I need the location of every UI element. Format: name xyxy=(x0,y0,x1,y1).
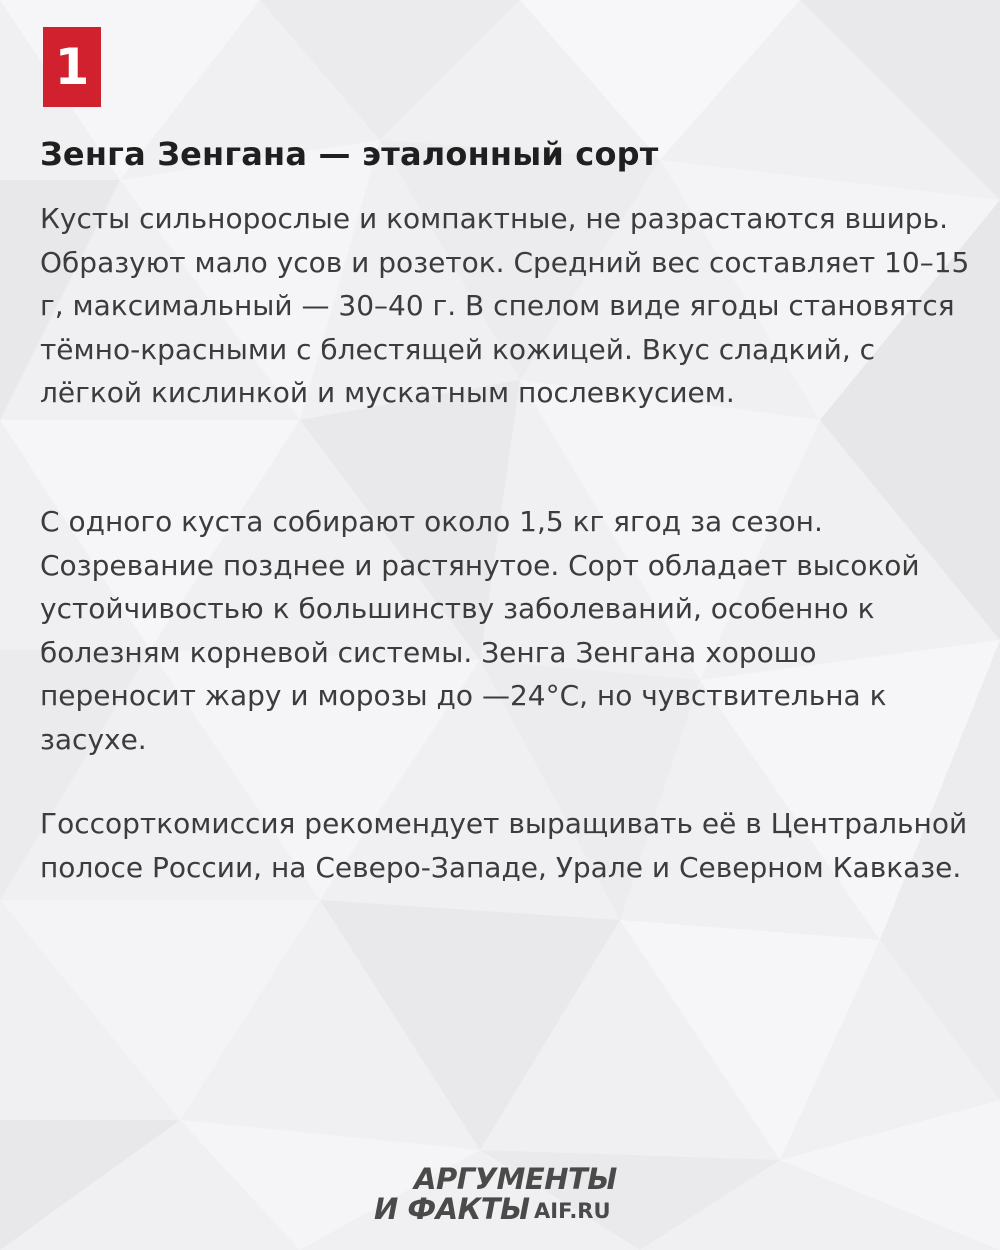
aif-logo xyxy=(374,1162,634,1232)
logo-url: AIF.RU xyxy=(534,1199,611,1223)
number-badge: 1 xyxy=(43,27,101,107)
paragraph-regions: Госсорткомиссия рекомендует выращивать её в Центральной полосе России, на Северо-Западе, Урале и Северном Кавказе. xyxy=(40,807,968,884)
paragraph-description: Кусты сильнорослые и компактные, не разрастаются вширь. Образуют мало усов и розеток. Средний вес составляет 10–15 г, максимальный — 30–40 г. В спелом виде ягоды становятся тёмно-красными с блестящей кожицей. Вкус сладкий, с лёгкой кислинкой и мускатным послевкусием. xyxy=(40,202,970,409)
paragraph-yield: С одного куста собирают около 1,5 кг ягод за сезон. Созревание позднее и растянутое. Сорт обладает высокой устойчивостью к большинству заболеваний, особенно к болезням корневой системы. Зенга Зенгана хорошо переносит жару и морозы до —24°С, но чувствительна к засухе. xyxy=(40,505,920,756)
article-title: Зенга Зенгана — эталонный сорт xyxy=(40,135,659,173)
logo-line-1: АРГУМЕНТЫ xyxy=(414,1162,617,1196)
logo-line-2: И ФАКТЫ xyxy=(374,1192,530,1226)
